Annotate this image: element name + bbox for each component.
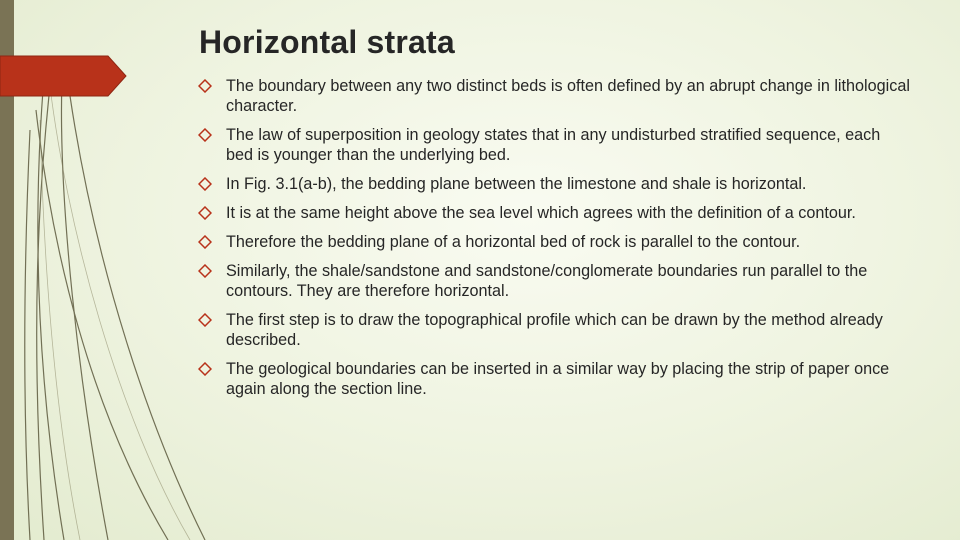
bullet-text: Similarly, the shale/sandstone and sandstone/conglomerate boundaries run parallel to the contours. They are therefore horizontal. <box>226 262 868 300</box>
diamond-outline-icon <box>198 313 212 327</box>
bullet-list <box>198 76 910 408</box>
diamond-outline-icon <box>198 128 212 142</box>
bullet-text: In Fig. 3.1(a-b), the bedding plane between the limestone and shale is horizontal. <box>226 175 807 193</box>
title-accent-arrow <box>0 56 126 96</box>
diamond-outline-icon <box>198 235 212 249</box>
bullet-text: The boundary between any two distinct beds is often defined by an abrupt change in lithological character. <box>226 77 910 115</box>
bullet-text: Therefore the bedding plane of a horizontal bed of rock is parallel to the contour. <box>226 233 801 251</box>
bullet-text: The first step is to draw the topographical profile which can be drawn by the method already described. <box>226 311 883 349</box>
slide-title: Horizontal strata <box>199 24 455 60</box>
diamond-outline-icon <box>198 79 212 93</box>
diamond-outline-icon <box>198 177 212 191</box>
bullet-item <box>198 310 910 350</box>
bullet-item <box>198 261 910 301</box>
bullet-item <box>198 76 910 116</box>
bullet-item <box>198 125 910 165</box>
bullet-item <box>198 232 910 252</box>
diamond-outline-icon <box>198 206 212 220</box>
bullet-text: It is at the same height above the sea level which agrees with the definition of a contour. <box>226 204 856 222</box>
bullet-text: The law of superposition in geology states that in any undisturbed stratified sequence, each bed is younger than the underlying bed. <box>226 126 881 164</box>
bullet-item <box>198 203 910 223</box>
bullet-item <box>198 174 910 194</box>
diamond-outline-icon <box>198 264 212 278</box>
bullet-item <box>198 359 910 399</box>
diamond-outline-icon <box>198 362 212 376</box>
bullet-text: The geological boundaries can be inserted in a similar way by placing the strip of paper once again along the section line. <box>226 360 890 398</box>
